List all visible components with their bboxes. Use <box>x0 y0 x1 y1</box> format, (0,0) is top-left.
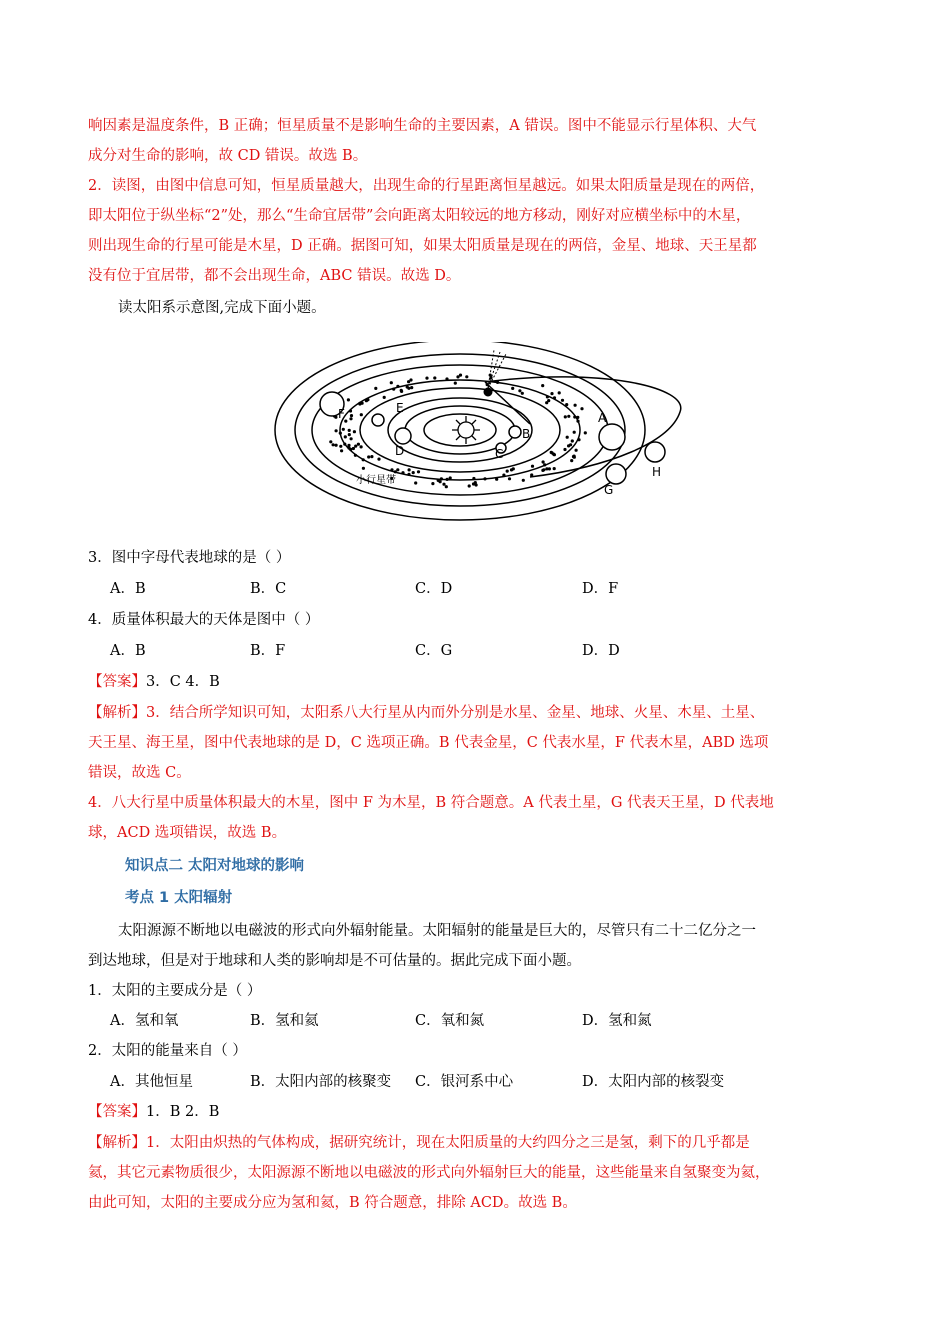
planet-b <box>509 426 521 438</box>
orbit-ring <box>275 342 645 520</box>
asteroid-dot <box>335 444 338 447</box>
asteroid-dot <box>483 477 486 480</box>
text-line: 即太阳位于纵坐标“2”处，那么“生命宜居带”会向距离太阳较远的地方移动，刚好对应横坐标中的木星， <box>88 208 751 224</box>
asteroid-dot <box>350 414 353 417</box>
asteroid-dot <box>445 485 448 488</box>
asteroid-dot <box>377 458 380 461</box>
option-d: D．D <box>582 643 620 659</box>
asteroid-dot <box>472 477 475 480</box>
asteroid-dot <box>349 417 352 420</box>
option-b: B．太阳内部的核聚变 <box>250 1074 392 1090</box>
asteroid-dot <box>468 484 471 487</box>
asteroid-dot <box>401 471 404 474</box>
belt-label: 小行星带 <box>356 475 396 486</box>
asteroid-dot <box>396 385 399 388</box>
asteroid-dot <box>543 463 546 466</box>
asteroid-dot <box>565 403 568 406</box>
question-stem: 3．图中字母代表地球的是（ ） <box>88 550 291 566</box>
text-line: 没有位于宜居带，都不会出现生命，ABC 错误。故选 D。 <box>88 268 461 284</box>
answer-tag: 【答案】 <box>88 1104 146 1120</box>
asteroid-dot <box>446 478 449 481</box>
answer-text: 1．B 2．B <box>146 1104 220 1120</box>
asteroid-dot <box>445 377 448 380</box>
asteroid-dot <box>408 468 411 471</box>
asteroid-dot <box>495 478 498 481</box>
asteroid-dot <box>347 444 350 447</box>
asteroid-dot <box>550 392 553 395</box>
asteroid-dot <box>553 396 556 399</box>
asteroid-dot <box>343 443 346 446</box>
asteroid-dot <box>545 401 548 404</box>
asteroid-dot <box>329 440 332 443</box>
asteroid-dot <box>350 437 353 440</box>
orbit-ring <box>424 414 496 446</box>
asteroid-dot <box>573 415 576 418</box>
asteroid-dot <box>439 480 442 483</box>
asteroid-dot <box>406 385 409 388</box>
option-a: A．B <box>110 581 146 597</box>
option-a: A．氢和氧 <box>110 1013 179 1029</box>
asteroid-dot <box>522 479 525 482</box>
asteroid-dot <box>412 471 415 474</box>
label-a: A <box>598 411 607 425</box>
text-line: 响因素是温度条件，B 正确；恒星质量不是影响生命的主要因素，A 错误。图中不能显示行星体积、大气 <box>88 118 757 134</box>
analysis-line: 天王星、海王星，图中代表地球的是 D，C 选项正确。B 代表金星，C 代表水星，F 代表木星，ABD 选项 <box>88 735 769 751</box>
asteroid-dot <box>417 470 420 473</box>
analysis-line: 球，ACD 选项错误，故选 B。 <box>88 825 287 841</box>
asteroid-dot <box>390 468 393 471</box>
asteroid-dot <box>553 453 556 456</box>
option-b: B．氢和氦 <box>250 1013 319 1029</box>
option-d: D．F <box>582 581 619 597</box>
asteroid-dot <box>357 443 360 446</box>
asteroid-dot <box>360 413 363 416</box>
label-h: H <box>652 465 662 479</box>
asteroid-dot <box>414 481 417 484</box>
option-c: C．氧和氮 <box>415 1013 485 1029</box>
asteroid-dot <box>563 448 566 451</box>
asteroid-dot <box>410 386 413 389</box>
asteroid-dot <box>580 407 583 410</box>
asteroid-dot <box>575 449 578 452</box>
asteroid-dot <box>502 474 505 477</box>
label-b: B <box>522 427 531 441</box>
question-stem: 4．质量体积最大的天体是图中（ ） <box>88 612 320 628</box>
asteroid-dot <box>358 402 361 405</box>
asteroid-dot <box>370 455 373 458</box>
asteroid-dot <box>541 384 544 387</box>
asteroid-dot <box>362 467 365 470</box>
analysis-line <box>88 703 868 723</box>
asteroid-dot <box>584 431 587 434</box>
intro-paragraph: 到达地球，但是对于地球和人类的影响却是不可估量的。据此完成下面小题。 <box>88 953 581 969</box>
asteroid-dot <box>542 468 545 471</box>
analysis-tag: 【解析】 <box>88 1135 146 1151</box>
asteroid-dot <box>521 392 524 395</box>
planet-e <box>372 414 384 426</box>
asteroid-dot <box>409 378 412 381</box>
asteroid-dot <box>574 404 577 407</box>
asteroid-dot <box>506 470 509 473</box>
asteroid-dot <box>348 429 351 432</box>
asteroid-dot <box>400 389 403 392</box>
asteroid-dot <box>546 395 549 398</box>
asteroid-dot <box>339 445 342 448</box>
asteroid-dot <box>561 399 564 402</box>
asteroid-dot <box>571 439 574 442</box>
label-e: E <box>396 401 404 415</box>
asteroid-dot <box>474 481 477 484</box>
asteroid-dot <box>567 444 570 447</box>
asteroid-dot <box>573 455 576 458</box>
asteroid-dot <box>577 438 580 441</box>
analysis-line: 4．八大行星中质量体积最大的木星，图中 F 为木星，B 符合题意。A 代表土星，G 代表天王星，D 代表地 <box>88 795 774 811</box>
asteroid-dot <box>545 467 548 470</box>
option-c: C．G <box>415 643 453 659</box>
asteroid-dot <box>342 428 345 431</box>
asteroid-dot <box>396 468 399 471</box>
asteroid-dot <box>362 458 365 461</box>
option-a: A．其他恒星 <box>110 1074 193 1090</box>
option-a: A．B <box>110 643 146 659</box>
analysis-text: 1．太阳由炽热的气体构成，据研究统计，现在太阳质量的大约四分之三是氢，剩下的几乎都是 <box>146 1135 750 1151</box>
option-b: B．F <box>250 643 286 659</box>
text-line: 2．读图，由图中信息可知，恒星质量越大，出现生命的行星距离恒星越远。如果太阳质量是现在的两倍， <box>88 178 765 194</box>
text-line: 则出现生命的行星可能是木星，D 正确。据图可知，如果太阳质量是现在的两倍，金星、地球、天王星都 <box>88 238 757 254</box>
asteroid-dot <box>518 389 521 392</box>
asteroid-dot <box>348 433 351 436</box>
asteroid-dot <box>335 429 338 432</box>
asteroid-dot <box>576 416 579 419</box>
asteroid-dot <box>347 398 350 401</box>
solar-system-diagram <box>270 342 690 532</box>
asteroid-dot <box>392 388 395 391</box>
asteroid-dot <box>433 376 436 379</box>
asteroid-dot <box>576 420 579 423</box>
asteroid-dot <box>449 476 452 479</box>
asteroid-dot <box>570 459 573 462</box>
analysis-tag: 【解析】 <box>88 705 146 721</box>
label-g: G <box>604 483 614 497</box>
subsection-title: 考点 1 太阳辐射 <box>125 890 233 906</box>
analysis-line: 错误，故选 C。 <box>88 765 191 781</box>
option-d: D．氢和氮 <box>582 1013 652 1029</box>
asteroid-dot <box>564 415 567 418</box>
label-f: F <box>338 407 345 421</box>
section-title: 知识点二 太阳对地球的影响 <box>125 858 305 874</box>
asteroid-dot <box>566 436 569 439</box>
question-intro: 读太阳系示意图,完成下面小题。 <box>118 300 326 316</box>
asteroid-dot <box>367 455 370 458</box>
text-line: 成分对生命的影响，故 CD 错误。故选 B。 <box>88 148 368 164</box>
asteroid-dot <box>390 381 393 384</box>
asteroid-dot <box>354 445 357 448</box>
asteroid-dot <box>360 445 363 448</box>
asteroid-dot <box>352 447 355 450</box>
asteroid-dot <box>530 473 533 476</box>
asteroid-dot <box>531 465 534 468</box>
asteroid-dot <box>512 467 515 470</box>
analysis-line: 氦，其它元素物质很少，太阳源源不断地以电磁波的形式向外辐射巨大的能量，这些能量来自氢聚变为氦， <box>88 1165 770 1181</box>
asteroid-dot <box>374 387 377 390</box>
option-b: B．C <box>250 581 287 597</box>
asteroid-dot <box>340 449 343 452</box>
asteroid-dot <box>454 382 457 385</box>
answer-line <box>88 1102 868 1122</box>
label-c: C <box>495 447 504 461</box>
answer-line <box>88 672 868 692</box>
asteroid-dot <box>349 409 352 412</box>
option-c: C．银河系中心 <box>415 1074 514 1090</box>
asteroid-dot <box>465 375 468 378</box>
planet-h <box>645 442 665 462</box>
analysis-text: 3．结合所学知识可知，太阳系八大行星从内而外分别是水星、金星、地球、火星、木星、土星、 <box>146 705 765 721</box>
asteroid-dot <box>425 377 428 380</box>
asteroid-dot <box>553 467 556 470</box>
planet-a <box>599 424 625 450</box>
asteroid-dot <box>442 483 445 486</box>
asteroid-dot <box>365 399 368 402</box>
planet-d <box>395 428 411 444</box>
analysis-line <box>88 1133 868 1153</box>
question-stem: 1．太阳的主要成分是（ ） <box>88 983 262 999</box>
asteroid-dot <box>394 470 397 473</box>
asteroid-dot <box>383 396 386 399</box>
asteroid-dot <box>440 477 443 480</box>
asteroid-dot <box>407 473 410 476</box>
asteroid-dot <box>542 460 545 463</box>
asteroid-dot <box>511 387 514 390</box>
asteroid-dot <box>459 374 462 377</box>
asteroid-dot <box>431 482 434 485</box>
option-d: D．太阳内部的核裂变 <box>582 1074 725 1090</box>
asteroid-dot <box>508 477 511 480</box>
asteroid-dot <box>496 381 499 384</box>
asteroid-dot <box>567 415 570 418</box>
option-c: C．D <box>415 581 453 597</box>
sun-icon <box>452 416 480 444</box>
asteroid-dot <box>344 435 347 438</box>
asteroid-dot <box>339 432 342 435</box>
intro-paragraph: 太阳源源不断地以电磁波的形式向外辐射能量。太阳辐射的能量是巨大的，尽管只有二十二亿分之一 <box>118 923 756 939</box>
label-d: D <box>395 444 405 458</box>
asteroid-dot <box>489 374 492 377</box>
asteroid-dot <box>353 430 356 433</box>
asteroid-dot <box>332 443 335 446</box>
asteroid-dot <box>558 391 561 394</box>
asteroid-dot <box>489 376 492 379</box>
question-stem: 2．太阳的能量来自（ ） <box>88 1043 247 1059</box>
asteroid-dot <box>573 431 576 434</box>
analysis-line: 由此可知，太阳的主要成分应为氢和氦，B 符合题意，排除 ACD。故选 B。 <box>88 1195 577 1211</box>
asteroid-dot <box>354 454 357 457</box>
asteroid-dot <box>486 383 489 386</box>
answer-tag: 【答案】 <box>88 674 146 690</box>
planet-g <box>606 464 626 484</box>
answer-text: 3．C 4．B <box>146 674 220 690</box>
